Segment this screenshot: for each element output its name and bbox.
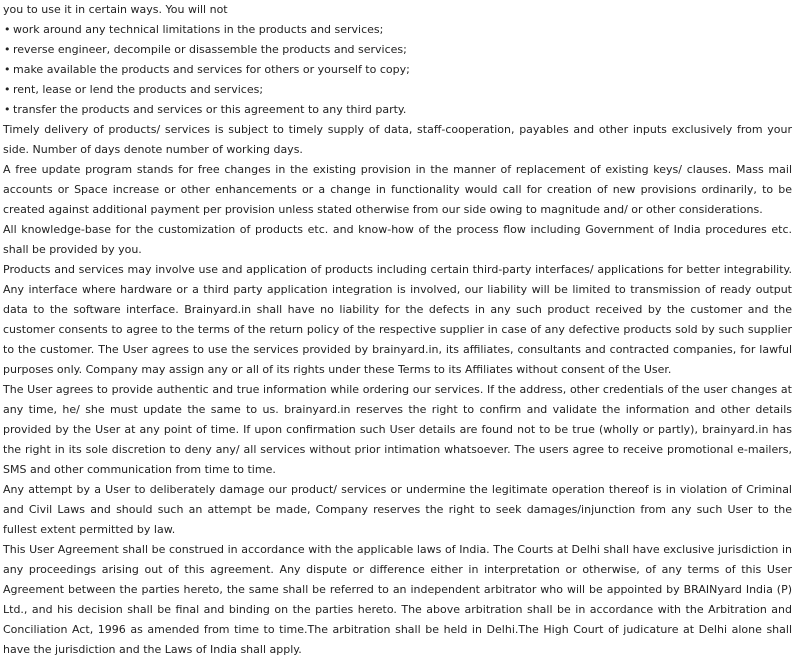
list-item-text: make available the products and services for others or yourself to copy; bbox=[13, 63, 410, 76]
list-item bbox=[3, 20, 792, 40]
list-item-text: rent, lease or lend the products and services; bbox=[13, 83, 264, 96]
knowledge-base-paragraph: All knowledge-base for the customization of products etc. and know-how of the process flow including Government of India procedures etc. shall be provided by you. bbox=[3, 223, 792, 256]
restrictions-list bbox=[3, 20, 792, 120]
bullet-icon: • bbox=[4, 103, 11, 116]
intro-text: you to use it in certain ways. You will not bbox=[3, 3, 228, 16]
list-item bbox=[3, 60, 792, 80]
free-update-paragraph: A free update program stands for free changes in the existing provision in the manner of replacement of existing keys/ clauses. Mass mail accounts or Space increase or other enhancements or a change in functionality would call for creation of new provisions ordinarily, to be created against additional payment per provision unless stated otherwise from our side owing to magnitude and/ or other considerations. bbox=[3, 163, 792, 216]
bullet-icon: • bbox=[4, 43, 11, 56]
list-item-text: work around any technical limitations in the products and services; bbox=[13, 23, 384, 36]
jurisdiction-paragraph: This User Agreement shall be construed in accordance with the applicable laws of India. The Courts at Delhi shall have exclusive jurisdiction in any proceedings arising out of this agreement. Any dispute or difference either in interpretation or otherwise, of any terms of this User Agreement between the parties hereto, the same shall be referred to an independent arbitrator who will be appointed by BRAINyard India (P) Ltd., and his decision shall be final and binding on the parties hereto. The above arbitration shall be in accordance with the Arbitration and Conciliation Act, 1996 as amended from time to time.The arbitration shall be held in Delhi.The High Court of judicature at Delhi alone shall have the jurisdiction and the Laws of India shall apply. bbox=[3, 543, 792, 656]
list-item-text: reverse engineer, decompile or disassemble the products and services; bbox=[13, 43, 407, 56]
damage-paragraph: Any attempt by a User to deliberately damage our product/ services or undermine the legitimate operation thereof is in violation of Criminal and Civil Laws and should such an attempt be made, Company reserves the right to seek damages/injunction from any such User to the fullest extent permitted by law. bbox=[3, 483, 792, 536]
third-party-paragraph: Products and services may involve use and application of products including certain third-party interfaces/ applications for better integrability. Any interface where hardware or a third party application integration is involved, our liability will be limited to transmission of ready output data to the software interface. Brainyard.in shall have no liability for the defects in any such product received by the customer and the customer consents to agree to the terms of the return policy of the respective supplier in case of any defective products sold by such supplier to the customer. The User agrees to use the services provided by brainyard.in, its affiliates, consultants and contracted companies, for lawful purposes only. Company may assign any or all of its rights under these Terms to its Affiliates without consent of the User. bbox=[3, 263, 792, 376]
list-item-text: transfer the products and services or this agreement to any third party. bbox=[13, 103, 407, 116]
list-item bbox=[3, 40, 792, 60]
bullet-icon: • bbox=[4, 63, 11, 76]
bullet-icon: • bbox=[4, 23, 11, 36]
list-item bbox=[3, 80, 792, 100]
user-information-paragraph: The User agrees to provide authentic and true information while ordering our services. If the address, other credentials of the user changes at any time, he/ she must update the same to us. brainyard.in reserves the right to confirm and validate the information and other details provided by the User at any point of time. If upon confirmation such User details are found not to be true (wholly or partly), brainyard.in has the right in its sole discretion to deny any/ all services without prior intimation whatsoever. The users agree to receive promotional e-mailers, SMS and other communication from time to time. bbox=[3, 383, 792, 476]
bullet-icon: • bbox=[4, 83, 11, 96]
delivery-paragraph: Timely delivery of products/ services is subject to timely supply of data, staff-cooperation, payables and other inputs exclusively from your side. Number of days denote number of working days. bbox=[3, 123, 792, 156]
list-item bbox=[3, 100, 792, 120]
